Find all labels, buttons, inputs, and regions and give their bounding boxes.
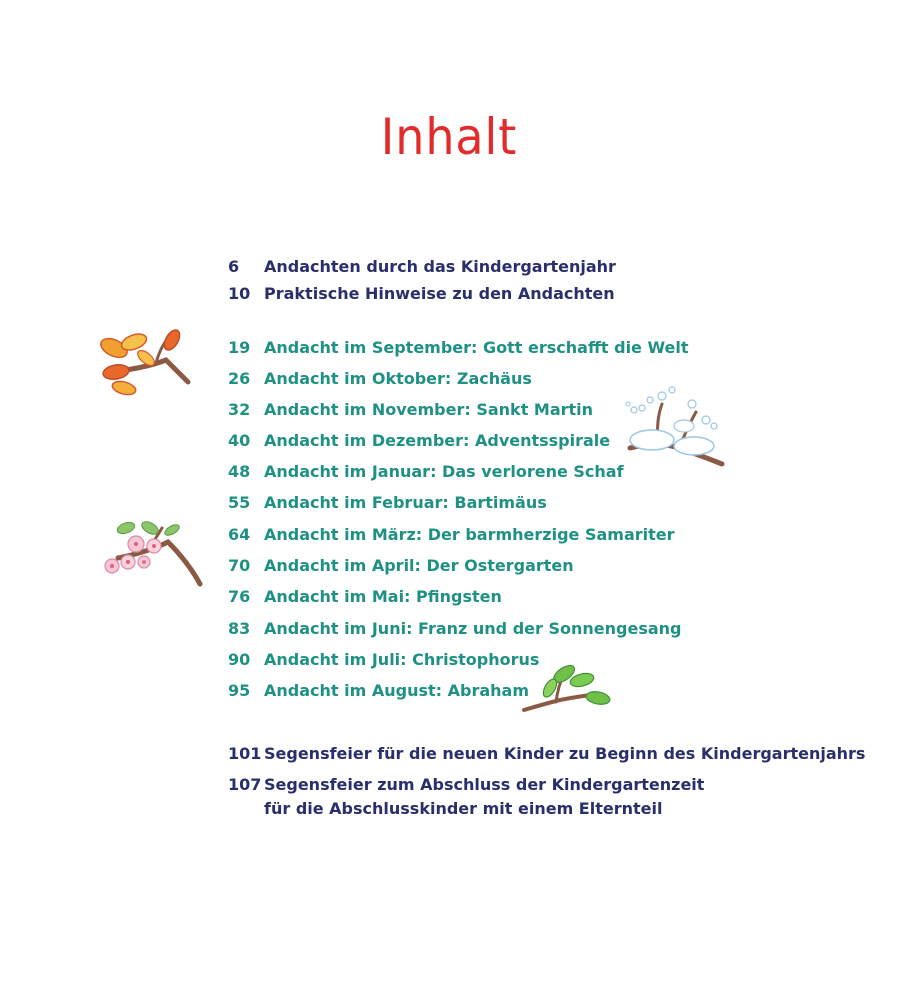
toc-page-number: 83 <box>228 619 251 638</box>
toc-entry[interactable] <box>228 585 502 609</box>
toc-entry[interactable] <box>228 429 610 453</box>
toc-entry[interactable] <box>228 648 539 672</box>
toc-page-number: 40 <box>228 431 251 450</box>
toc-entry-title: Andacht im Juli: Christophorus <box>264 650 540 669</box>
toc-entry-title: Andacht im Dezember: Adventsspirale <box>264 431 611 450</box>
toc-page-number: 107 <box>228 775 262 794</box>
toc-page-number: 6 <box>228 257 240 276</box>
toc-entry-title: Segensfeier zum Abschluss der Kindergartenzeit für die Abschlusskinder mit einem Elternteil <box>264 775 705 818</box>
toc-entry[interactable] <box>228 282 615 306</box>
toc-entry[interactable] <box>228 679 529 703</box>
toc-page-number: 48 <box>228 462 251 481</box>
toc-page-number: 76 <box>228 587 251 606</box>
toc-entry[interactable] <box>228 554 574 578</box>
toc-entry-title: Andacht im September: Gott erschafft die Welt <box>264 338 689 357</box>
toc-page-number: 101 <box>228 744 262 763</box>
toc-entry[interactable] <box>228 617 681 641</box>
toc-entry-title: Andacht im April: Der Ostergarten <box>264 556 574 575</box>
toc-entry-title: Andacht im November: Sankt Martin <box>264 400 594 419</box>
autumn-branch-icon <box>96 326 192 402</box>
toc-entry-title: Andacht im März: Der barmherzige Samariter <box>264 525 675 544</box>
toc-entry[interactable] <box>228 336 689 360</box>
toc-entry-title: Praktische Hinweise zu den Andachten <box>264 284 615 303</box>
toc-entry[interactable] <box>228 491 547 515</box>
toc-entry[interactable] <box>228 773 748 821</box>
toc-page-number: 10 <box>228 284 251 303</box>
toc-entry[interactable] <box>228 367 532 391</box>
toc-entry[interactable] <box>228 523 675 547</box>
toc-page-number: 55 <box>228 493 251 512</box>
toc-page-number: 90 <box>228 650 251 669</box>
toc-entry-title: Andacht im Februar: Bartimäus <box>264 493 547 512</box>
toc-entry-title: Andacht im Juni: Franz und der Sonnengesang <box>264 619 682 638</box>
toc-page-number: 70 <box>228 556 251 575</box>
toc-page-number: 19 <box>228 338 251 357</box>
toc-page-number: 32 <box>228 400 251 419</box>
toc-entry[interactable] <box>228 398 593 422</box>
toc-page-number: 26 <box>228 369 251 388</box>
toc-entry-title: Segensfeier für die neuen Kinder zu Beginn des Kindergartenjahrs <box>264 744 866 763</box>
toc-entry[interactable] <box>228 742 865 766</box>
blossom-branch-icon <box>98 518 204 590</box>
page-title: Inhalt <box>380 108 518 166</box>
toc-entry-title: Andacht im Januar: Das verlorene Schaf <box>264 462 624 481</box>
toc-page-number: 95 <box>228 681 251 700</box>
green-leaf-branch-icon <box>520 660 612 716</box>
toc-entry-title: Andacht im August: Abraham <box>264 681 529 700</box>
toc-entry-title: Andachten durch das Kindergartenjahr <box>264 257 616 276</box>
toc-entry[interactable] <box>228 255 616 279</box>
toc-page-number: 64 <box>228 525 251 544</box>
snowy-branch-icon <box>622 384 726 472</box>
toc-entry-title: Andacht im Mai: Pfingsten <box>264 587 502 606</box>
toc-entry-title: Andacht im Oktober: Zachäus <box>264 369 532 388</box>
toc-entry[interactable] <box>228 460 624 484</box>
